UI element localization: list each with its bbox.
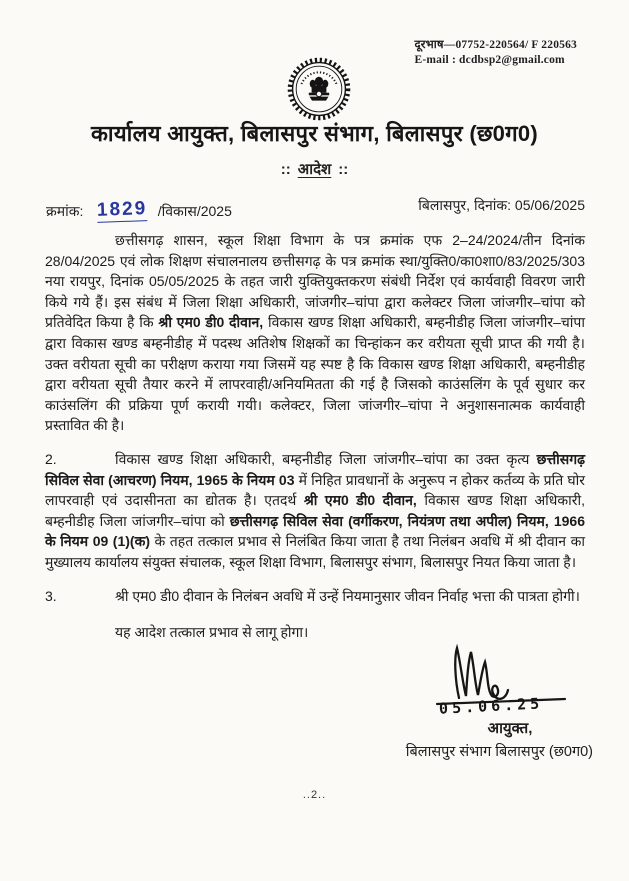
paragraph-2-number: 2. [45, 450, 57, 467]
signature-block [353, 642, 593, 761]
signatory-designation: आयुक्त, [487, 720, 533, 737]
paragraph-2 [45, 449, 585, 573]
colon-right: :: [338, 161, 349, 178]
handwritten-serial-number: 1829 [96, 198, 148, 221]
email-line: E-mail : dcdbsp2@gmail.com [414, 54, 565, 66]
paragraph-3-number: 3. [45, 587, 57, 604]
letterhead-contact [414, 38, 577, 68]
signatory-office: बिलासपुर संभाग बिलासपुर (छ0ग0) [405, 744, 593, 760]
phone-line: दूरभाष—07752-220564/ F 220563 [414, 39, 577, 51]
office-title: कार्यालय आयुक्त, बिलासपुर संभाग, बिलासपुर (छ0ग0) [90, 121, 539, 146]
serial-suffix: /विकास/2025 [157, 203, 232, 219]
closing-line: यह आदेश तत्काल प्रभाव से लागू होगा। [115, 624, 309, 641]
order-heading [0, 159, 629, 179]
order-body [45, 230, 585, 643]
serial-number-line [46, 200, 232, 223]
paragraph-2-text: विकास खण्ड शिक्षा अधिकारी, बम्हनीडीह जिला जांजगीर–चांपा का उक्त कृत्य छत्तीसगढ़ सिविल सेवा (आचरण) नियम, 1965 के नियम 03 में निहित प्रावधानों के अनुरूप न होकर कर्तव्य के प्रति घोर लापरवाही एवं उदासीनता का द्योतक है। एतदर्थ श्री एम0 डी0 दीवान, विकास खण्ड शिक्षा अधिकारी, बम्हनीडीह जिला जांजगीर–चांपा को छत्तीसगढ़ सिविल सेवा (वर्गीकरण, नियंत्रण तथा अपील) नियम, 1966 के नियम 09 (1)(क) के तहत तत्काल प्रभाव से निलंबित किया जाता है तथा निलंबन अवधि में श्री दीवान का मुख्यालय कार्यालय संयुक्त संचालक, स्कूल शिक्षा विभाग, बिलासपुर संभाग, बिलासपुर नियत किया जाता है। [45, 450, 586, 570]
page-number: ..2.. [302, 789, 327, 801]
ashoka-emblem-seal-icon [283, 56, 355, 122]
reference-row [46, 194, 585, 224]
order-label: आदेश [297, 161, 332, 178]
place-date-line: बिलासपुर, दिनांक: 05/06/2025 [418, 197, 585, 213]
paragraph-1: छत्तीसगढ़ शासन, स्कूल शिक्षा विभाग के पत्र क्रमांक एफ 2–24/2024/तीन दिनांक 28/04/2025 एवं लोक शिक्षण संचालनालय छत्तीसगढ़ के पत्र क्रमांक स्था/युक्ति0/का0शा0/83/2025/303 नया रायपुर, दिनांक 05/05/2025 के तहत जारी युक्तियुक्तकरण संबंधी निर्देश एवं कार्यवाही विवरण जारी किये गये हैं। इस संबंध में जिला शिक्षा अधिकारी, जांजगीर–चांपा द्वारा कलेक्टर जिला जांजगीर–चांपा को प्रतिवेदित किया है कि श्री एम0 डी0 दीवान, विकास खण्ड शिक्षा अधिकारी, बम्हनीडीह जिला जांजगीर–चांपा द्वारा विकास खण्ड बम्हनीडीह में पदस्थ अतिशेष शिक्षकों का चिन्हांकन कर वरीयता सूची प्राप्त की गयी है। उक्त वरीयता सूची का परीक्षण कराया गया जिसमें यह स्पष्ट है कि विकास खण्ड शिक्षा अधिकारी, बम्हनीडीह द्वारा वरीयता सूची तैयार करने में लापरवाही/अनियमितता की गई है जिसको काउंसलिंग के पूर्व सुधार कर काउंसलिंग की प्रक्रिया पूर्ण करायी गयी। कलेक्टर, जिला जांजगीर–चांपा ने अनुशासनात्मक कार्यवाही प्रस्तावित की है। [45, 232, 586, 434]
paragraph-3-text: श्री एम0 डी0 दीवान के निलंबन अवधि में उन्हें नियमानुसार जीवन निर्वाह भत्ता की पात्रता होगी। [115, 587, 580, 604]
signature-date-handwritten: 05.06.25 [438, 694, 544, 718]
serial-label: क्रमांक: [46, 203, 84, 219]
paragraph-3 [45, 586, 585, 607]
colon-left: :: [280, 161, 291, 178]
